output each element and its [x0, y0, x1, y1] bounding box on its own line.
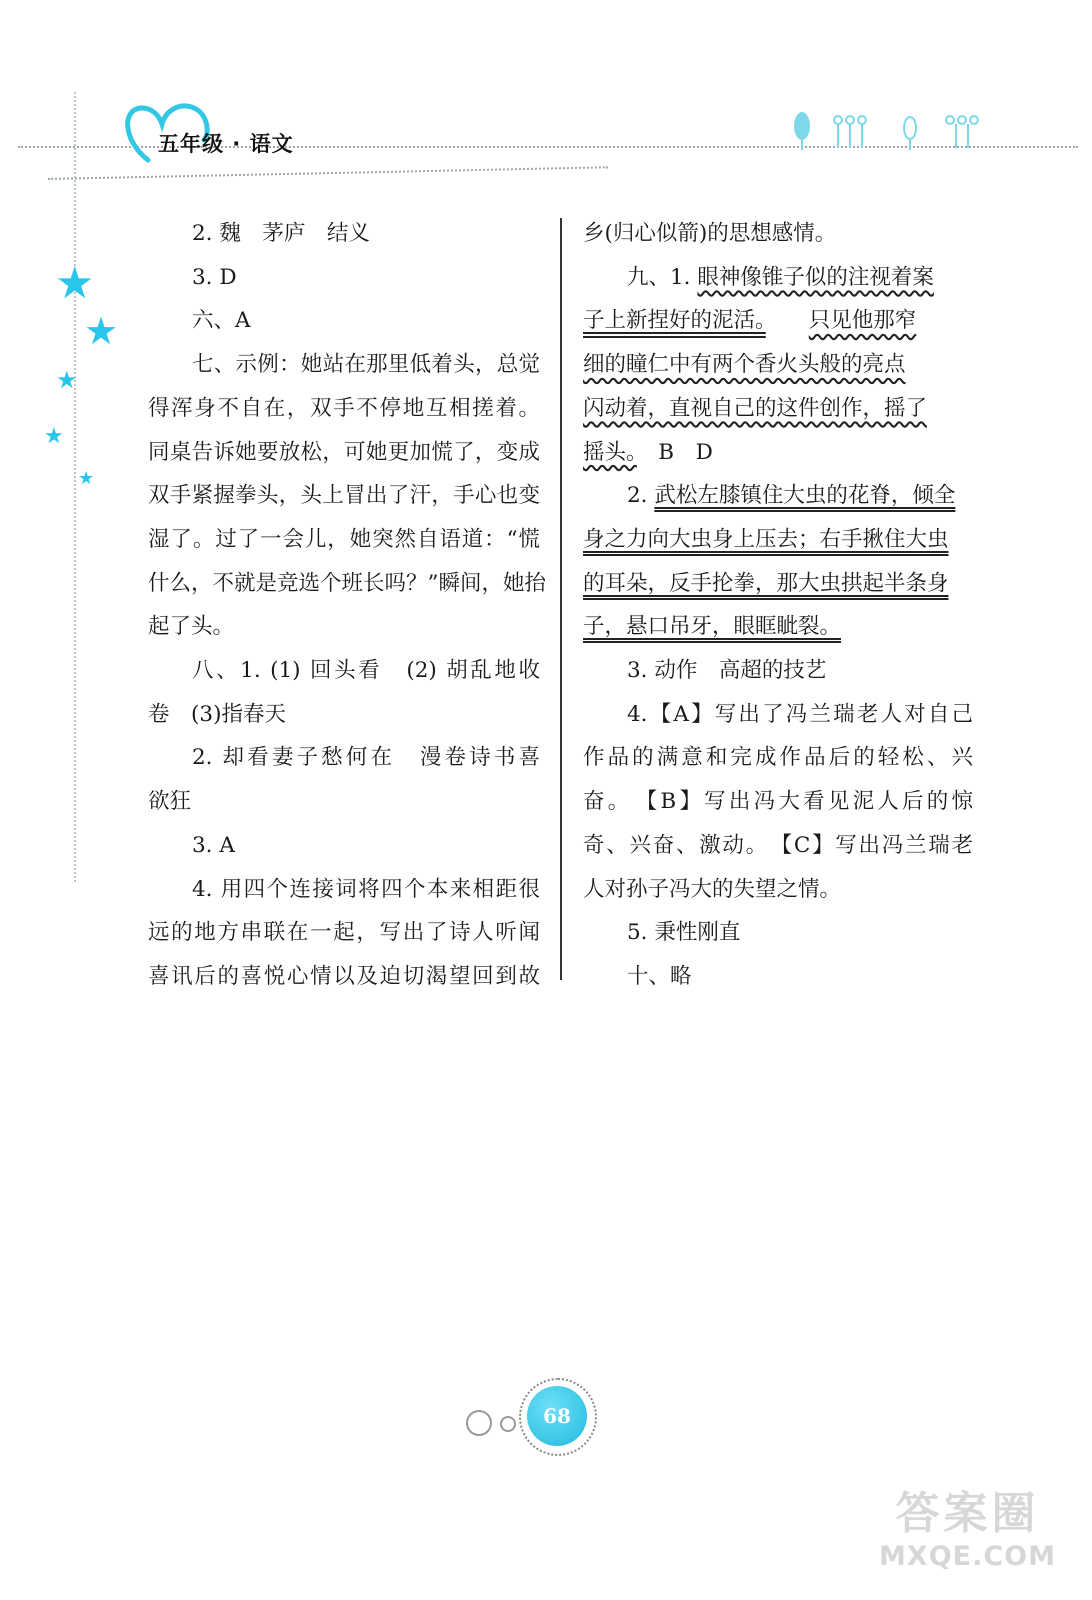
answer-line: 2. 却看妻子愁何在 漫卷诗书喜	[192, 745, 540, 771]
answer-line: 远的地方串联在一起，写出了诗人听闻	[148, 920, 540, 946]
double-underlined-text: 子，悬口吊牙，眼眶眦裂。	[583, 614, 842, 640]
header-title: 五年级 · 语文	[158, 132, 294, 156]
answer-line: 5. 秉性刚直	[627, 920, 741, 946]
wavy-underlined-text: 细的瞳仁中有两个香火头般的亮点	[583, 352, 906, 378]
star-icon: ★	[44, 424, 64, 449]
answer-line: 七、示例：她站在那里低着头，总觉	[192, 352, 540, 378]
answer-prefix: 2.	[627, 483, 655, 509]
wavy-underlined-text: 摇头。	[583, 439, 637, 465]
answer-line	[583, 605, 973, 649]
answer-line: 3. 动作 高超的技艺	[627, 658, 827, 684]
answer-line: 什么，不就是竞选个班长吗？”瞬间，她抬	[148, 570, 546, 596]
answer-line: 卷 (3)指春天	[148, 701, 286, 727]
answer-line: 3. D	[192, 264, 237, 290]
column-divider	[560, 218, 562, 980]
answer-line: 4.【A】写出了冯兰瑞老人对自己	[627, 701, 973, 727]
left-column	[148, 212, 546, 999]
answer-line: 4. 用四个连接词将四个本来相距很	[192, 876, 540, 902]
answer-line	[583, 343, 973, 387]
answer-line: 同桌告诉她要放松，可她更加慌了，变成	[148, 439, 540, 465]
answer-line: 喜讯后的喜悦心情以及迫切渴望回到故	[148, 963, 540, 989]
answer-prefix: 九、1.	[627, 264, 698, 290]
right-column	[583, 212, 973, 999]
decorative-circle	[500, 1416, 516, 1432]
answer-line: 乡(归心似箭)的思想感情。	[583, 221, 837, 246]
wavy-underlined-text: 只见他那窄	[808, 308, 917, 334]
answer-line	[583, 474, 973, 518]
double-underlined-text: 子上新捏好的泥活。	[583, 308, 766, 334]
answer-line	[583, 518, 973, 562]
tree-decoration-icon	[790, 108, 990, 153]
answer-line: 八、1. (1) 回头看 (2) 胡乱地收	[192, 658, 540, 684]
answer-line: 奇、兴奋、激动。 【C】写出冯兰瑞老	[583, 832, 973, 858]
decorative-circle	[466, 1410, 492, 1436]
answer-line	[583, 431, 973, 475]
answer-line: 十、略	[627, 963, 692, 989]
answer-line	[583, 299, 973, 343]
margin-dotted-line	[74, 92, 76, 882]
answer-line: 人对孙子冯大的失望之情。	[583, 876, 842, 902]
star-icon: ★	[84, 309, 119, 353]
answer-line: 得浑身不自在，双手不停地互相搓着。	[148, 395, 540, 421]
double-underlined-text: 武松左膝镇住大虫的花脊，倾全	[654, 483, 956, 509]
page-number: 68	[527, 1386, 587, 1446]
answer-line: 奋。 【B】写出冯大看见泥人后的惊	[583, 789, 973, 815]
star-icon: ★	[55, 258, 95, 309]
answer-line: 六、A	[192, 308, 251, 334]
watermark-url: MXQE.COM	[879, 1541, 1056, 1572]
star-icon: ★	[56, 366, 78, 394]
answer-line	[583, 562, 973, 606]
answer-line: 2. 魏 茅庐 结义	[192, 221, 370, 246]
star-icon: ★	[78, 468, 95, 489]
wavy-underlined-text: 闪动着，直视自己的这件创作，摇了	[583, 395, 928, 421]
wavy-underlined-text: 眼神像锥子似的注视着案	[697, 264, 934, 290]
double-underlined-text: 身之力向大虫身上压去；右手揪住大虫	[583, 526, 949, 552]
watermark-text: 答案圈	[895, 1488, 1040, 1539]
answer-line	[583, 387, 973, 431]
answer-line: 双手紧握拳头，头上冒出了汗，手心也变	[148, 483, 540, 509]
answer-line: 湿了。过了一会儿，她突然自语道：“慌	[148, 526, 540, 552]
answer-line: 作品的满意和完成作品后的轻松、兴	[583, 745, 973, 771]
answer-line: 起了头。	[148, 614, 235, 640]
answer-choices: B D	[658, 439, 713, 465]
answer-line: 3. A	[192, 832, 235, 858]
answer-line	[583, 256, 973, 300]
answer-line: 欲狂	[148, 789, 192, 815]
double-underlined-text: 的耳朵，反手抡拳，那大虫拱起半条身	[583, 570, 949, 596]
watermark-logo	[879, 1477, 1056, 1572]
